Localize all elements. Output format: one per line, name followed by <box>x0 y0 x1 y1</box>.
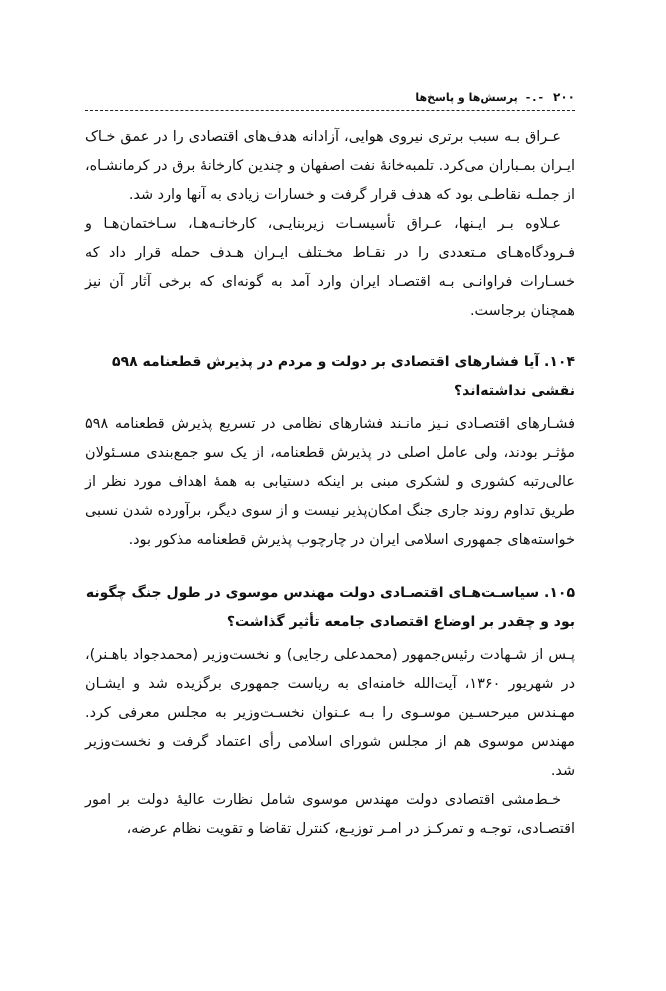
running-title: پرسش‌ها و پاسخ‌ها <box>415 91 518 104</box>
question-104-answer: فشـارهای اقتصـادی نـیز مانـند فشارهای نظامی در تسریع پذیرش قطعنامه ۵۹۸ مؤثـر بودند، ولی عامل اصلی در پذیرش قطعنامه، از یک سو جمع‌بندی مسـئولان عالی‌رتبه کشوری و لشکری مبنی بر اینکه دستیابی به همهٔ اهداف مورد نظر از طریق تداوم روند جاری جنگ امکان‌پذیر نیست و از سوی دیگر، برآورده شدن نسبی خواسته‌های جمهوری اسلامی ایران در چارچوب پذیرش قطعنامه مذکور بود. <box>85 416 575 548</box>
page-content <box>85 123 575 844</box>
book-page <box>85 80 575 980</box>
page-number: ۲۰۰ <box>553 90 575 104</box>
question-105-heading: ۱۰۵. سیاسـت‌هـای اقتصـادی دولت مهندس موسوی در طول جنگ چگونه بود و چقدر بر اوضاع اقتصادی جامعه تأثیر گذاشت؟ <box>85 585 575 630</box>
paragraph-economic-policy: خـط‌مشی اقتصادی دولت مهندس موسوی شامل نظارت عالیهٔ دولت بر امور اقتصـادی، توجـه و تمرکـز در امـر توزیـع، کنترل تقاضا و تقویت نظام عرضه، <box>85 792 575 837</box>
header-dash: -.- <box>525 91 546 104</box>
question-105-answer: پـس از شـهادت رئیس‌جمهور (محمدعلی رجایی) و نخست‌وزیر (محمدجواد باهـنر)، در شهریور ۱۳۶۰، آیت‌الله خامنه‌ای به ریاست جمهوری برگزیده شد و ایشـان مهـندس میرحسـین موسـوی را بـه عـنوان نخسـت‌وزیر به مجلس معرفی کرد. مهندس موسوی هم از مجلس شورای اسلامی رأی اعتماد گرفت و نخست‌وزیر شد. <box>85 647 575 779</box>
running-header <box>85 80 575 111</box>
paragraph-iraq-air-strikes: عـراق بـه سبب برتری نیروی هوایی، آزادانه هدف‌های اقتصادی را در عمق خـاک ایـران بمـباران می‌کرد. تلمبه‌خانهٔ نفت اصفهان و چندین کارخانهٔ برق در کرمانشـاه، از جملـه نقاطـی بود که هدف قرار گرفت و خسارات زیادی به آنها وارد شد. <box>85 129 575 203</box>
question-104-heading: ۱۰۴. آیا فشارهای اقتصادی بر دولت و مردم در پذیرش قطعنامه ۵۹۸ نقشی نداشته‌اند؟ <box>112 354 575 399</box>
paragraph-infrastructure-damage: عـلاوه بـر ایـنها، عـراق تأسیسـات زیربنایـی، کارخانـه‌هـا، سـاختمان‌هـا و فـرودگاه‌هـای مـتعددی را در نقـاط مخـتلف ایـران هـدف حمله قرار داد که خسـارات فراوانـی بـه اقتصـاد ایران وارد آمد به گونه‌ای که برخی آثار آن نیز همچنان برجاست. <box>85 216 575 319</box>
